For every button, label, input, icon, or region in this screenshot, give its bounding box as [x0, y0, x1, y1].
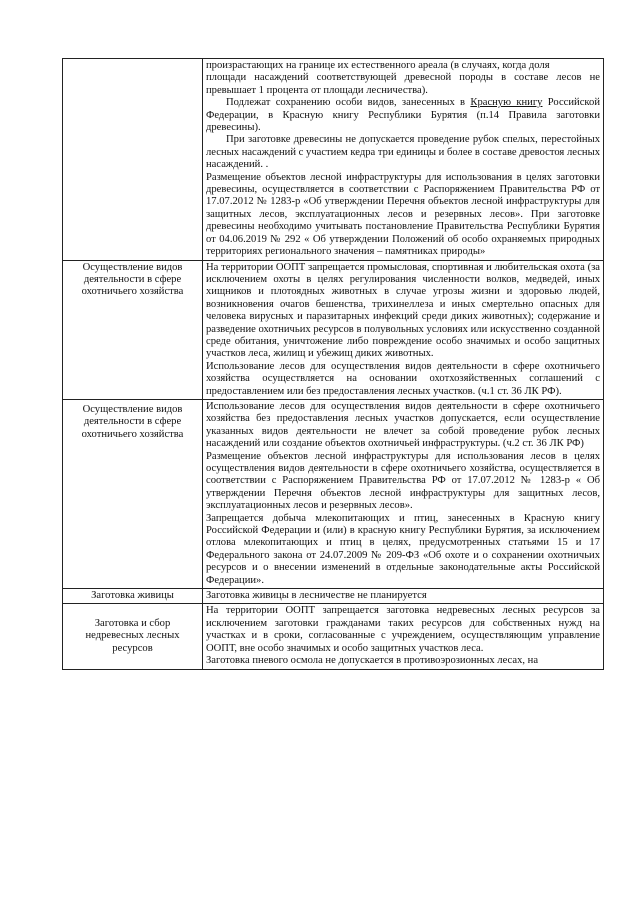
table-row [63, 260, 604, 399]
paragraph: Использование лесов для осуществления видов деятельности в сфере охотничьего хозяйства осуществляется на основании охотхозяйственных соглашений с предоставлением или без предоставления лесных участков. (ч.1 ст. 36 ЛК РФ). [206, 360, 600, 397]
document-page [62, 58, 604, 670]
requirements-cell [203, 589, 604, 604]
activity-cell: Осуществление видов деятельности в сфере охотничьего хозяйства [63, 399, 203, 588]
paragraph: При заготовке древесины не допускается проведение рубок спелых, перестойных лесных насаждений с участием кедра три единицы и более в составе древостоя лесных насаждений. . [206, 134, 600, 171]
activity-cell: Заготовка и сбор недревесных лесных ресурсов [63, 604, 203, 669]
regulations-table [62, 58, 604, 670]
paragraph: Размещение объектов лесной инфраструктуры для использования в целях заготовки древесины, осуществляется в соответствии с Распоряжением Правительства РФ от 17.07.2012 № 1283-р «Об утверждении Перечня объектов лесной инфраструктуры для защитных лесов, эксплуатационных лесов и резервных лесов». При заготовке древесины необходимо учитывать постановление Правительства Республики Бурятия от 04.06.2019 № 292 « Об утверждении Положений об особо охраняемых природных территориях регионального значения – памятниках природы» [206, 171, 600, 258]
requirements-cell [203, 59, 604, 261]
table-row [63, 59, 604, 261]
table-row [63, 589, 604, 604]
red-book-link[interactable]: Красную книгу [470, 97, 543, 109]
paragraph: Заготовка живицы в лесничестве не планируется [206, 590, 427, 602]
paragraph: площади насаждений соответствующей древесной породы в составе лесов не превышает 1 процента от площади лесничества). [206, 72, 600, 96]
requirements-cell [203, 604, 604, 669]
paragraph: На территории ООПТ запрещается промысловая, спортивная и любительская охота (за исключением охоты в целях регулирования численности волков, медведей, иных хищников и плотоядных животных в случае угрозы жизни и здоровью людей, возникновения очагов бешенства, трихинеллеза и иных смертельно опасных для человека вирусных и паразитарных инфекций среди диких животных); содержание и разведение охотничьих ресурсов в полувольных условиях или искусственно созданной среде обитания, уничтожение либо повреждение особо значимых и особо защитных участков леса, жилищ и убежищ диких животных. [206, 261, 600, 360]
paragraph: Размещение объектов лесной инфраструктуры для использования лесов в целях осуществления видов деятельности в сфере охотничьего хозяйства, осуществляется в соответствии с Распоряжением Правительства РФ от 17.07.2012 № 1283-р « Об утверждении Перечня объектов лесной инфраструктуры для защитных лесов, эксплуатационных лесов и резервных лесов». [206, 450, 600, 512]
activity-cell [63, 59, 203, 261]
paragraph: Запрещается добыча млекопитающих и птиц, занесенных в Красную книгу Российской Федерации и (или) в красную книгу Республики Бурятия, за исключением отлова млекопитающих и птиц в целях, предусмотренных статьями 15 и 17 Федерального закона от 24.07.2009 № 209-ФЗ «Об охоте и о сохранении охотничьих ресурсов и о внесении изменений в отдельные законодательные акты Российской Федерации». [206, 512, 600, 586]
requirements-cell [203, 260, 604, 399]
paragraph: На территории ООПТ запрещается заготовка недревесных лесных ресурсов за исключением заготовки гражданами таких ресурсов для собственных нужд на участках и в сроки, согласованные с учреждением, осуществляющим управление ООПТ, вне особо значимых и особо защитных участков леса. [206, 605, 600, 654]
requirements-cell [203, 399, 604, 588]
table-row [63, 604, 604, 669]
activity-cell: Осуществление видов деятельности в сфере охотничьего хозяйства [63, 260, 203, 399]
table-row [63, 399, 604, 588]
paragraph: Подлежат сохранению особи видов, занесенных в Красную книгу Российской Федерации, в Красную книгу Республики Бурятия (п.14 Правила заготовки древесины). [206, 97, 600, 134]
activity-cell: Заготовка живицы [63, 589, 203, 604]
paragraph: Использование лесов для осуществления видов деятельности в сфере охотничьего хозяйства без предоставления лесных участков допускается, если осуществление указанных видов деятельности не влечет за собой проведение рубок лесных насаждений или создание объектов охотничьей инфраструктуры. (ч.2 ст. 36 ЛК РФ) [206, 400, 600, 450]
paragraph: произрастающих на границе их естественного ареала (в случаях, когда доля [206, 60, 550, 71]
paragraph: Заготовка пневого осмола не допускается в противоэрозионных лесах, на [206, 655, 539, 667]
